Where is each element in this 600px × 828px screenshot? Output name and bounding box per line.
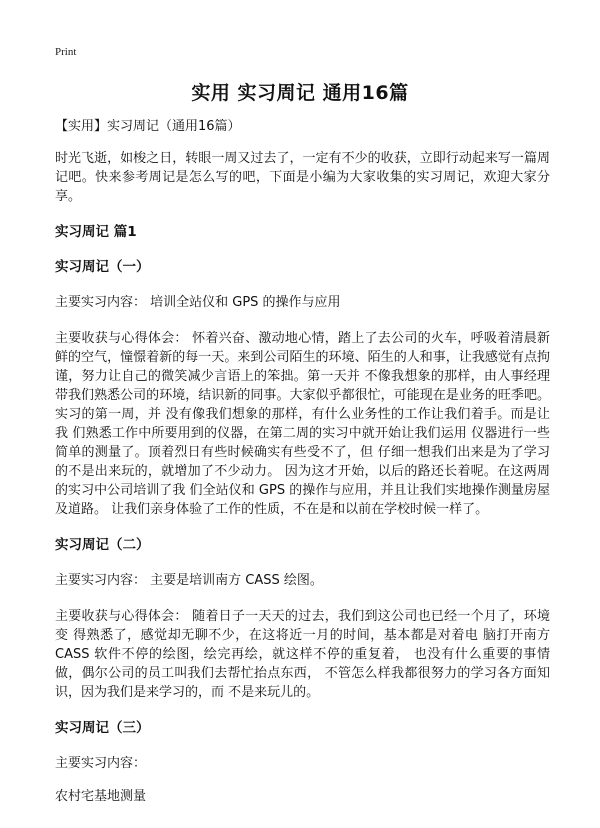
- week1-content: 主要实习内容： 培训全站仪和 GPS 的操作与应用: [55, 295, 341, 310]
- week2-gains: 主要收获与心得体会： 随着日子一天天的过去，我们到这公司也已经一个月了，环境变 得熟悉了，感觉却无聊不少，在这将近一月的时间，基本都是对着电 脑打开南方 CASS 软件不停的绘图，绘完再绘，就这样不停的重复着， 也没有什么重要的事情做，偶尔公司的员工叫我们去帮忙抬点东西， 不管怎么样我都很努力的学习各方面知识，因为我们是来学习的，而 不是来玩儿的。: [55, 609, 550, 700]
- intro-paragraph: 时光飞逝，如梭之日，转眼一周又过去了，一定有不少的收获，立即行动起来写一篇周记吧。快来参考周记是怎么写的吧，下面是小编为大家收集的实习周记，欢迎大家分享。: [55, 151, 550, 204]
- week3-task: 农村宅基地测量: [55, 789, 147, 804]
- print-link[interactable]: Print: [55, 46, 77, 58]
- page-title: 实用 实习周记 通用16篇: [191, 82, 409, 104]
- week2-heading: 实习周记（二）: [55, 537, 150, 553]
- week1-heading: 实习周记（一）: [55, 259, 150, 275]
- document-body: [55, 117, 550, 806]
- week2-content: 主要实习内容： 主要是培训南方 CASS 绘图。: [55, 573, 323, 588]
- section-heading: 实习周记 篇1: [55, 224, 137, 240]
- week3-heading: 实习周记（三）: [55, 720, 150, 736]
- week1-gains: 主要收获与心得体会： 怀着兴奋、激动地心情，踏上了去公司的火车，呼吸着清晨新鲜的空气，憧憬着新的每一天。来到公司陌生的环境、陌生的人和事，让我感觉有点拘谨，努力让自己的微笑减少言语上的笨拙。第一天并 不像我想象的那样，由人事经理带我们熟悉公司的环境，结识新的同事。大家似乎都很忙，可能现在是业务的旺季吧。实习的第一周，并 没有像我们想象的那样，有什么业务性的工作让我们着手。而是让我 们熟悉工作中所要用到的仪器，在第二周的实习中就开始让我们运用 仪器进行一些简单的测量了。顶着烈日有些时候确实有些受不了，但 仔细一想我们出来是为了学习的不是出来玩的，就增加了不少动力。 因为这才开始，以后的路还长着呢。在这两周的实习中公司培训了我 们全站仪和 GPS 的操作与应用，并且让我们实地操作测量房屋及道路。 让我们亲身体验了工作的性质，不在是和以前在学校时候一样了。: [55, 331, 550, 517]
- week3-content: 主要实习内容：: [55, 756, 147, 771]
- document-subtitle: 【实用】实习周记（通用16篇）: [55, 119, 241, 134]
